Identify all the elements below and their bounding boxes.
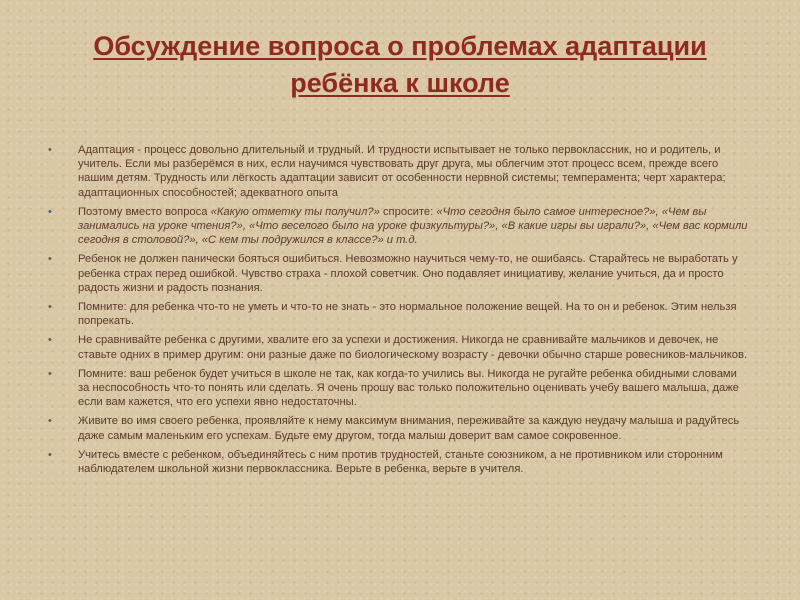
bullet-marker: • xyxy=(48,301,52,314)
bullet-text-segment: Адаптация - процесс довольно длительный и трудный. И трудности испытывает не только первоклассник, но и родитель, и учитель. Если мы разберёмся в них, если научимся чувствовать друг друга, мы облегчим этот процесс всем, прежде всего нашим детям. Трудность или лёгкость адаптации зависит от особенности нервной системы; темперамента; черт характера; адаптационных способностей; адекватного опыта xyxy=(78,144,726,199)
bullet-item xyxy=(40,448,748,476)
bullet-item xyxy=(40,300,748,328)
bullet-item xyxy=(40,333,748,361)
bullet-text-italic: «Какую отметку ты получил?» xyxy=(210,205,380,218)
bullet-text xyxy=(78,368,739,408)
bullet-text-segment: Учитесь вместе с ребенком, объединяйтесь с ним против трудностей, станьте союзником, а не противником или сторонним наблюдателем школьной жизни первоклассника. Верьте в ребенка, верьте в учителя. xyxy=(78,448,723,476)
slide-title xyxy=(20,28,780,102)
bullet-text-italic: «Что сегодня было самое интересное?», «Чем вы занимались на уроке чтения?», «Что веселого было на уроке физкультуры?», «В какие игры вы играли?», «Чем вас кормили сегодня в столовой?», «С кем ты подружился в классе?» и т.д. xyxy=(78,205,748,247)
bullet-marker: • xyxy=(48,334,52,347)
bullet-text xyxy=(78,301,737,327)
bullet-text xyxy=(78,334,747,360)
bullet-text-segment: Помните: ваш ребенок будет учиться в школе не так, как когда-то учились вы. Никогда не ругайте ребенка обидными словами за неспособность что-то понять или сделать. Я очень прошу вас только положительно оценивать учебу вашего малыша, даже если вам кажется, что его успехи явно недостаточны. xyxy=(78,367,739,409)
bullet-text-segment: Не сравнивайте ребенка с другими, хвалите его за успехи и достижения. Никогда не сравнивайте мальчиков и девочек, не ставьте одних в пример другим: они разные даже по биологическому возрасту - девочки обычно старше ровесников-мальчиков. xyxy=(78,334,748,361)
bullet-marker: • xyxy=(48,448,52,461)
bullet-text xyxy=(78,415,739,441)
bullet-text xyxy=(78,253,738,293)
bullet-item xyxy=(40,143,748,200)
bullet-text-segment: Живите во имя своего ребенка, проявляйте к нему максимум внимания, переживайте за каждую неудачу малыша и радуйтесь даже самым маленьким его успехам. Будьте ему другом, тогда малыш доверит вам самое сокровенное. xyxy=(78,415,740,442)
slide-title-line-2: ребёнка к школе xyxy=(290,68,510,98)
bullet-marker: • xyxy=(48,367,52,380)
bullet-item xyxy=(40,252,748,295)
bullet-text-segment: Поэтому вместо вопроса xyxy=(78,205,211,218)
bullet-text xyxy=(78,144,726,199)
bullet-item xyxy=(40,367,748,410)
bullet-list xyxy=(40,143,748,481)
bullet-marker: • xyxy=(48,205,52,218)
bullet-text-segment: спросите: xyxy=(379,205,437,218)
bullet-marker: • xyxy=(48,144,52,156)
bullet-marker: • xyxy=(48,415,52,428)
bullet-item xyxy=(40,205,748,248)
bullet-text xyxy=(78,449,723,475)
bullet-text xyxy=(78,206,748,246)
bullet-text-segment: Помните: для ребенка что-то не уметь и что-то не знать - это нормальное положение вещей. На то он и ребенок. Этим нельзя попрекать. xyxy=(78,301,737,328)
bullet-item xyxy=(40,414,748,442)
slide-title-line-1: Обсуждение вопроса о проблемах адаптации xyxy=(93,31,707,61)
bullet-marker: • xyxy=(48,253,52,266)
bullet-text-segment: Ребенок не должен панически бояться ошибиться. Невозможно научиться чему-то, не ошибаясь. Старайтесь не выработать у ребенка страх перед ошибкой. Чувство страха - плохой советчик. Оно подавляет инициативу, желание учиться, да и просто радость жизни и радость познания. xyxy=(78,253,738,294)
